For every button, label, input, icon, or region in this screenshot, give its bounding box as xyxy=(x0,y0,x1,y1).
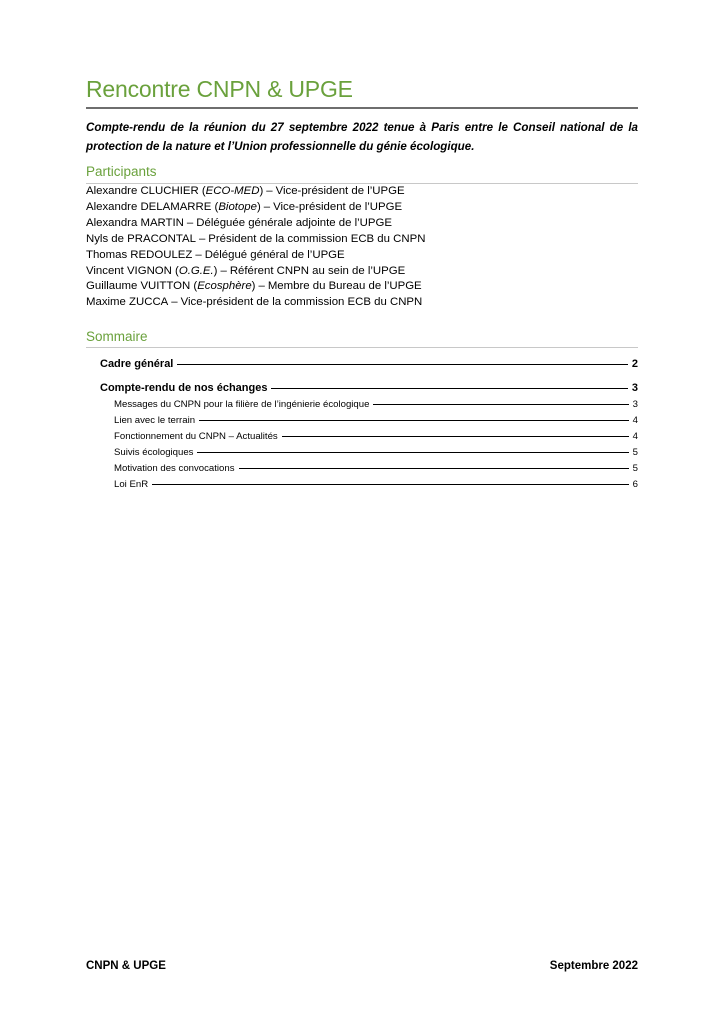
toc-entry[interactable] xyxy=(114,431,638,442)
toc-entry-page: 3 xyxy=(631,382,638,394)
participant-name: Maxime ZUCCA xyxy=(86,296,169,309)
participant-item: Alexandre DELAMARRE (Biotope) – Vice-président de l’UPGE xyxy=(86,200,403,213)
toc-entry[interactable] xyxy=(114,463,638,474)
participants-list xyxy=(86,184,638,311)
participant-role: Vice-président de l’UPGE xyxy=(275,185,405,197)
toc-leader-line xyxy=(271,388,627,389)
toc-entry-label: Lien avec le terrain xyxy=(114,415,196,426)
participant-item: Alexandre CLUCHIER (ECO-MED) – Vice-président de l’UPGE xyxy=(86,185,405,197)
toc-entry-page: 5 xyxy=(632,447,638,458)
participants-heading: Participants xyxy=(86,164,157,179)
toc-leader-line xyxy=(177,364,628,365)
participant-role: Président de la commission ECB du CNPN xyxy=(208,232,426,245)
toc-entry[interactable] xyxy=(100,358,638,370)
toc-entry-label: Fonctionnement du CNPN – Actualités xyxy=(114,431,278,442)
toc-leader-line xyxy=(152,484,629,485)
participant-item: Thomas REDOULEZ – Délégué général de l’UPGE xyxy=(86,248,345,261)
participant-name: Vincent VIGNON xyxy=(86,264,172,277)
toc-entry-page: 4 xyxy=(632,415,638,426)
participant-name: Alexandre DELAMARRE xyxy=(86,200,212,213)
summary-divider xyxy=(86,347,638,348)
toc-entry[interactable] xyxy=(114,479,638,490)
toc-entry-page: 5 xyxy=(632,463,638,474)
toc-entry-label: Loi EnR xyxy=(114,479,149,490)
participant-role: Déléguée générale adjointe de l’UPGE xyxy=(196,216,392,229)
toc-entry[interactable] xyxy=(114,447,638,458)
toc-entry-label: Cadre général xyxy=(100,358,174,370)
toc-leader-line xyxy=(239,468,629,469)
participant-item: Guillaume VUITTON (Ecosphère) – Membre du Bureau de l’UPGE xyxy=(86,280,422,293)
participant-role: Délégué général de l’UPGE xyxy=(204,248,345,261)
participant-organisation: Ecosphère xyxy=(197,280,252,293)
toc-entry-page: 4 xyxy=(632,431,638,442)
participant-item: Alexandra MARTIN – Déléguée générale adjointe de l’UPGE xyxy=(86,216,392,229)
participant-role: Membre du Bureau de l’UPGE xyxy=(267,280,422,293)
toc-entry-label: Compte-rendu de nos échanges xyxy=(100,382,268,394)
participant-item: Nyls de PRACONTAL – Président de la commission ECB du CNPN xyxy=(86,232,426,245)
intro-paragraph: Compte-rendu de la réunion du 27 septembre 2022 tenue à Paris entre le Conseil national de la protection de la nature et l’Union professionnelle du génie écologique. xyxy=(86,121,638,153)
participant-role: Vice-président de l’UPGE xyxy=(273,200,403,213)
toc-leader-line xyxy=(197,452,628,453)
footer-right: Septembre 2022 xyxy=(549,960,638,972)
participant-name: Nyls de PRACONTAL xyxy=(86,232,196,245)
participant-item: Vincent VIGNON (O.G.E.) – Référent CNPN au sein de l’UPGE xyxy=(86,264,406,277)
participant-item: Maxime ZUCCA – Vice-président de la commission ECB du CNPN xyxy=(86,296,423,309)
toc-entry-page: 2 xyxy=(631,358,638,370)
toc-entry-label: Motivation des convocations xyxy=(114,463,235,474)
footer-left: CNPN & UPGE xyxy=(86,960,166,972)
toc-entry[interactable] xyxy=(114,415,638,426)
participant-organisation: ECO-MED xyxy=(205,185,260,197)
participant-organisation: O.G.E. xyxy=(178,264,214,277)
toc-entry-page: 3 xyxy=(632,399,638,410)
participant-role: Vice-président de la commission ECB du CNPN xyxy=(180,296,423,309)
participant-role: Référent CNPN au sein de l’UPGE xyxy=(229,264,406,277)
summary-heading: Sommaire xyxy=(86,329,148,344)
toc-entry-page: 6 xyxy=(632,479,638,490)
toc-entry-label: Suivis écologiques xyxy=(114,447,194,458)
toc-entry-label: Messages du CNPN pour la filière de l’ingénierie écologique xyxy=(114,399,370,410)
toc-entry[interactable] xyxy=(114,399,638,410)
participant-organisation: Biotope xyxy=(218,200,257,213)
title-divider xyxy=(86,107,638,109)
participant-name: Guillaume VUITTON xyxy=(86,280,191,293)
toc-entry[interactable] xyxy=(100,382,638,394)
participant-name: Alexandra MARTIN xyxy=(86,216,184,229)
participant-name: Alexandre CLUCHIER xyxy=(86,185,199,197)
participant-name: Thomas REDOULEZ xyxy=(86,248,193,261)
document-title: Rencontre CNPN & UPGE xyxy=(86,76,353,102)
toc-leader-line xyxy=(199,420,629,421)
toc-leader-line xyxy=(282,436,629,437)
toc-leader-line xyxy=(373,404,628,405)
